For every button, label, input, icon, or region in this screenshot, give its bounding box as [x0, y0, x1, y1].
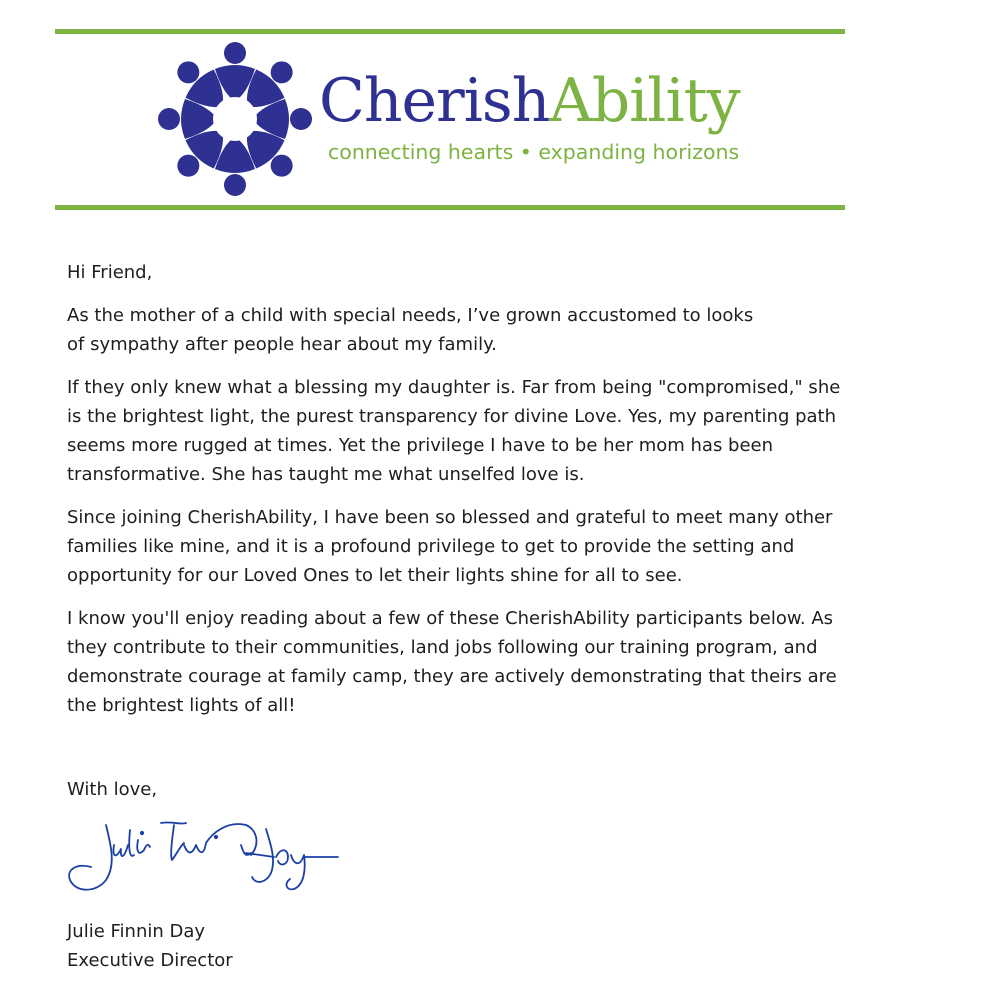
letter-body — [67, 258, 867, 734]
paragraph: I know you'll enjoy reading about a few of these CherishAbility participants below. As they contribute to their communities, land jobs following our training program, and demonstrate courage at family camp, they are actively demonstrating that theirs are the brightest lights of all! — [67, 608, 837, 716]
brand-name — [319, 66, 740, 136]
top-rule — [55, 29, 845, 34]
signer-block — [67, 917, 233, 975]
letterhead — [55, 29, 845, 211]
greeting: Hi Friend, — [67, 262, 153, 283]
paragraph: Since joining CherishAbility, I have been so blessed and grateful to meet many other families like mine, and it is a profound privilege to get to provide the setting and opportunity for our Loved Ones to let their lights shine for all to see. — [67, 507, 833, 586]
signer-title: Executive Director — [67, 950, 233, 971]
closing: With love, — [67, 779, 158, 800]
handwritten-signature — [66, 815, 346, 900]
signer-name: Julie Finnin Day — [67, 921, 206, 942]
brand-tagline: connecting hearts • expanding horizons — [328, 140, 740, 164]
brand-name-ability: Ability — [549, 66, 740, 136]
bottom-rule — [55, 205, 845, 210]
paragraph: If they only knew what a blessing my daughter is. Far from being "compromised," she is the brightest light, the purest transparency for divine Love. Yes, my parenting path seems more rugged at times. Yet the privilege I have to be her mom has been transformative. She has taught me what unselfed love is. — [67, 377, 841, 485]
paragraph: As the mother of a child with special needs, I’ve grown accustomed to looks of sympathy after people hear about my family. — [67, 305, 754, 355]
brand-name-cherish: Cherish — [319, 66, 550, 136]
people-circle-logo-icon — [155, 39, 315, 199]
